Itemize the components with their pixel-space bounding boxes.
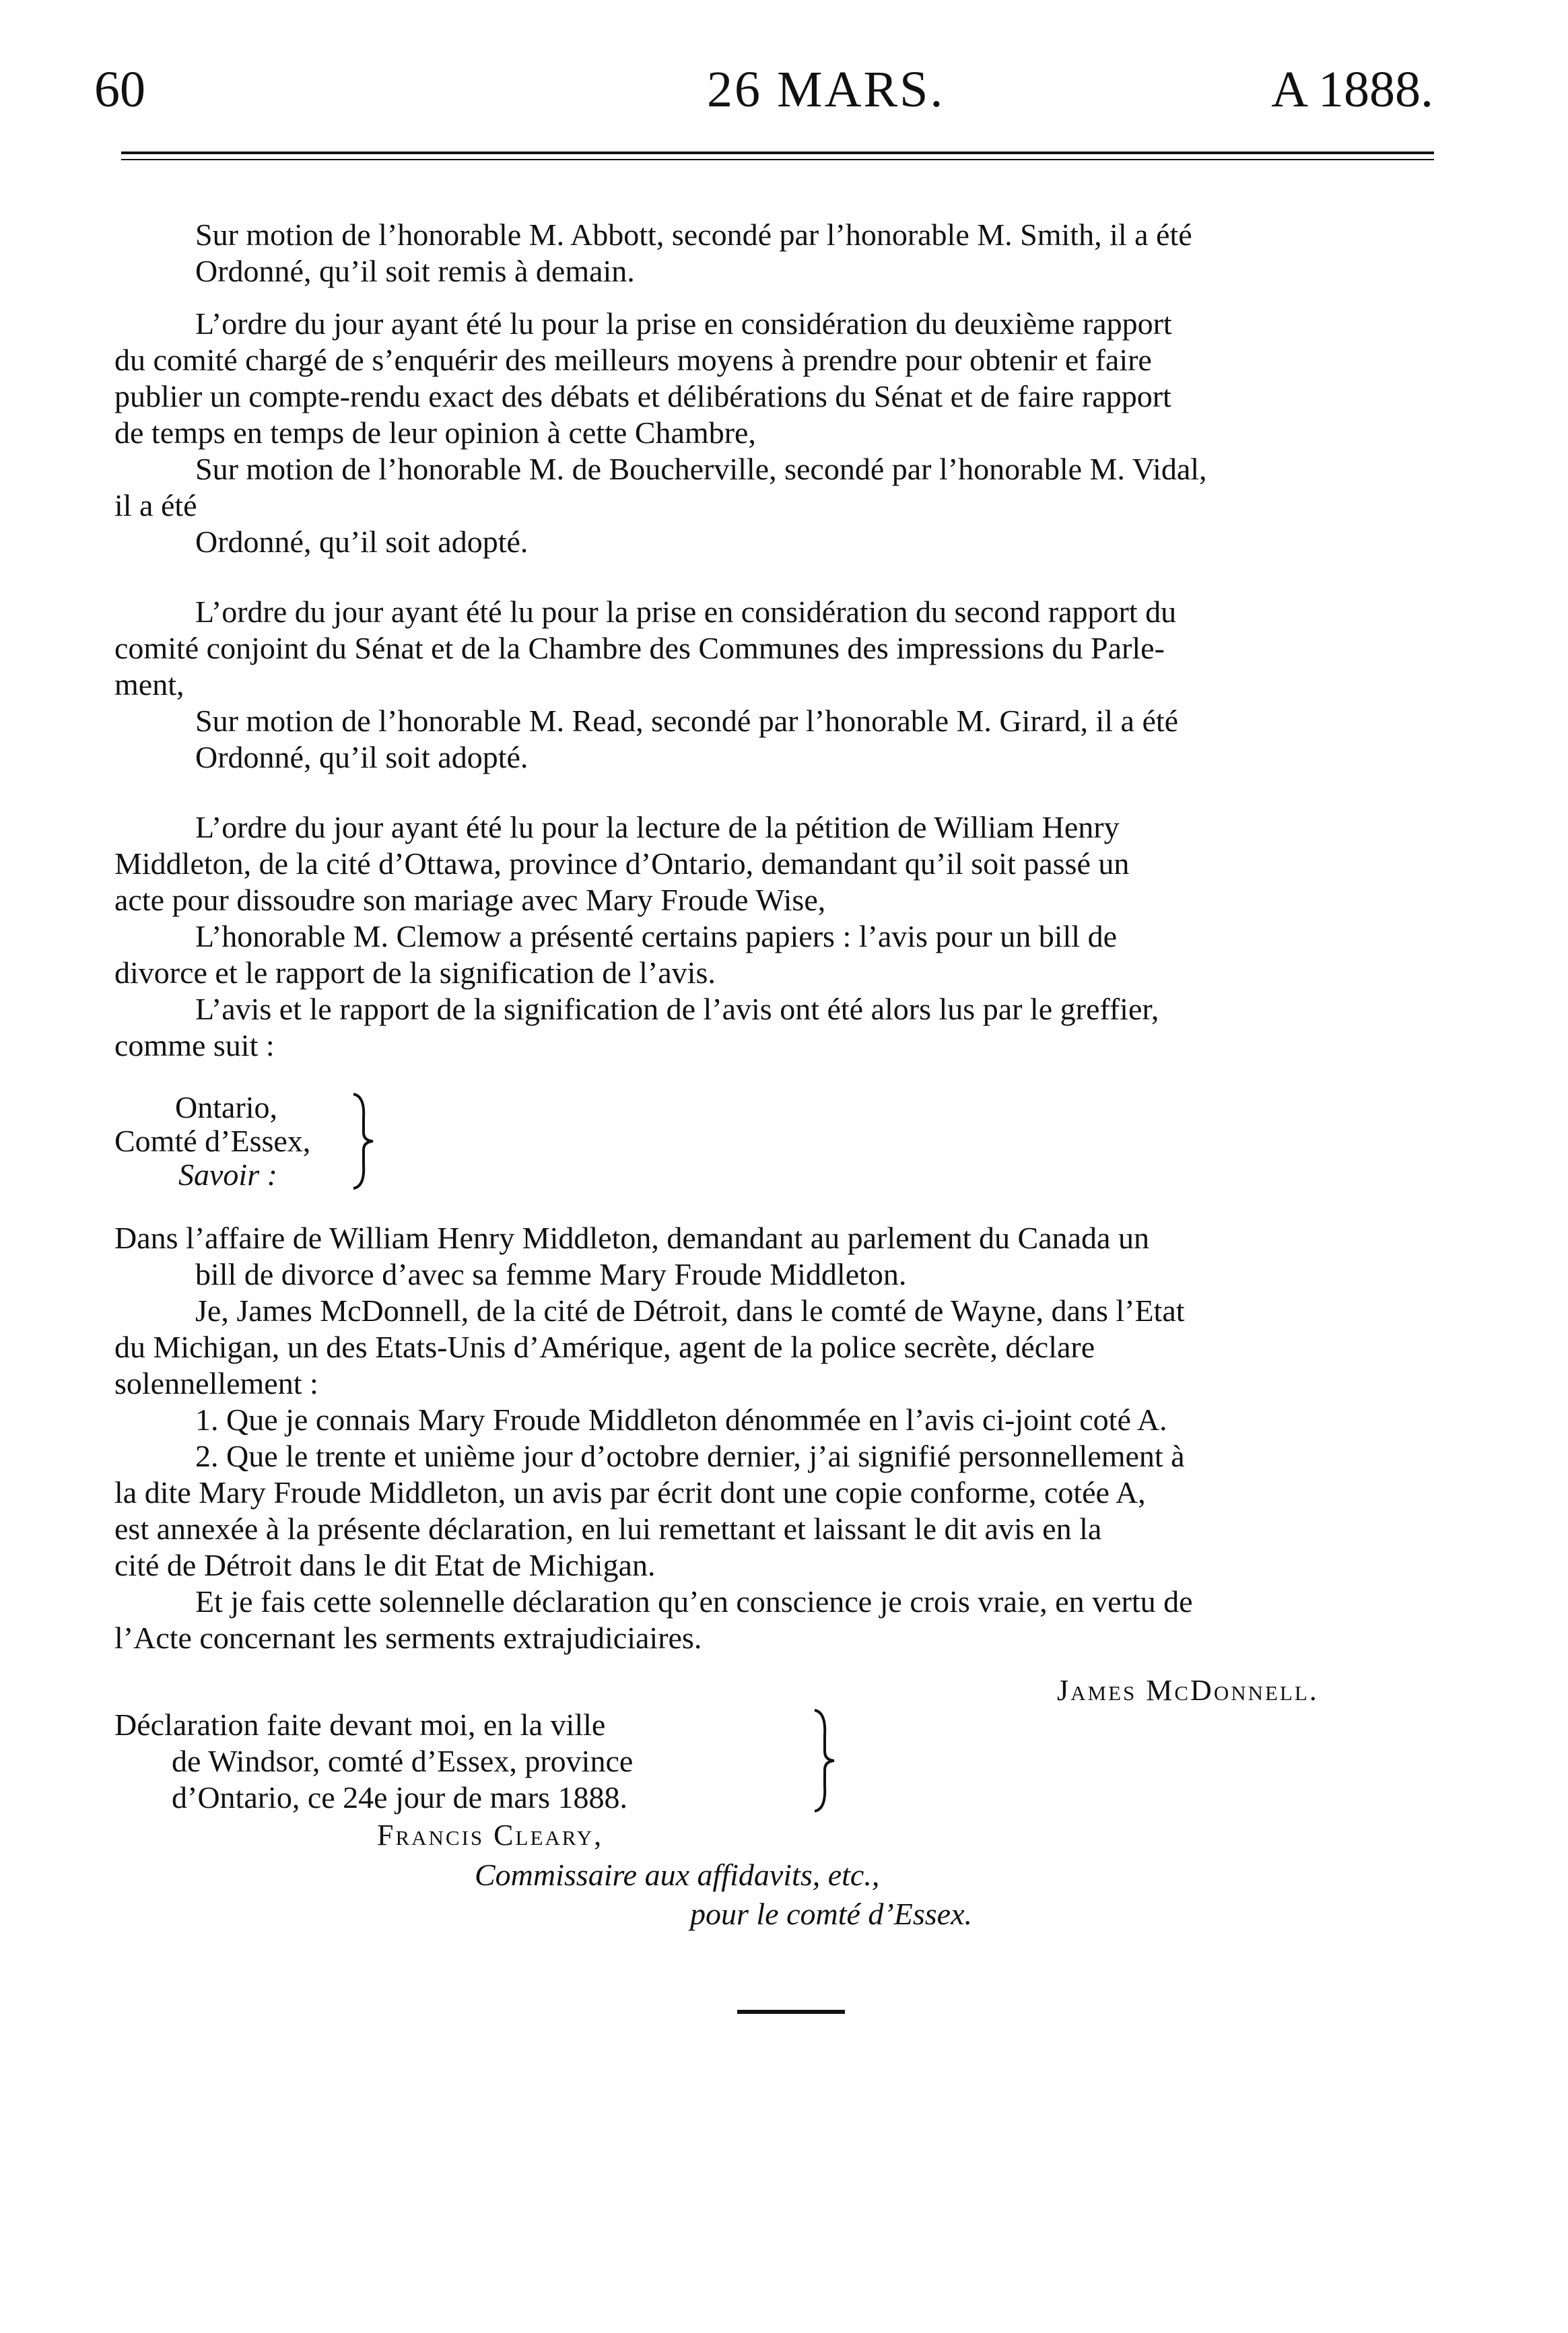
paragraph-printing-report [114,594,1444,776]
declaration-block [114,1707,633,1816]
text-line: Middleton, de la cité d’Ottawa, province d’Ontario, demandant qu’il soit passé un [114,846,1130,881]
end-rule [737,2010,845,2014]
paragraph-affaire [114,1220,1444,1293]
paragraph-declaration-text [114,1293,1444,1656]
header-date: 26 MARS. [707,61,945,118]
right-brace [811,1707,838,1815]
text-line: solennellement : [114,1366,318,1400]
text-line: ment, [114,667,184,702]
text-line: L’avis et le rapport de la signification de l’avis ont été alors lus par le greffier, [195,992,1159,1026]
text-line: divorce et le rapport de la signification de l’avis. [114,955,716,990]
paragraph-debates-report [114,306,1444,560]
paragraph-abbott-motion [114,217,1444,290]
text-line: la dite Mary Froude Middleton, un avis par écrit dont une copie conforme, cotée A, [114,1475,1146,1510]
text-line: 2. Que le trente et unième jour d’octobre dernier, j’ai signifié personnellement à [195,1439,1185,1473]
text-line: comité conjoint du Sénat et de la Chambre des Communes des impressions du Parle- [114,631,1165,665]
text-line: L’ordre du jour ayant été lu pour la prise en considération du deuxième rapport [195,306,1172,341]
header-rule-thick [121,151,1434,154]
text-line: L’ordre du jour ayant été lu pour la prise en considération du second rapport du [195,595,1177,629]
text-line: Je, James McDonnell, de la cité de Détroit, dans le comté de Wayne, dans l’Etat [195,1293,1185,1328]
text-line: Ordonné, qu’il soit adopté. [195,525,529,559]
text-line: Ordonné, qu’il soit remis à demain. [195,254,635,288]
text-line: du comité chargé de s’enquérir des meilleurs moyens à prendre pour obtenir et faire [114,343,1152,377]
text-line: acte pour dissoudre son mariage avec Mary Froude Wise, [114,883,826,917]
header-year: A 1888. [1271,61,1433,118]
venue-savoir: Savoir : [178,1157,277,1192]
text-line: L’honorable M. Clemow a présenté certains papiers : l’avis pour un bill de [195,919,1117,953]
text-line: cité de Détroit dans le dit Etat de Michigan. [114,1548,656,1582]
paragraph-middleton-petition [114,809,1444,1064]
text-line: l’Acte concernant les serments extrajudiciaires. [114,1621,702,1655]
text-line: il a été [114,488,197,522]
signature-francis-cleary: Francis Cleary, [377,1819,604,1852]
text-line: Sur motion de l’honorable M. Abbott, secondé par l’honorable M. Smith, il a été [195,217,1192,252]
text-line: Sur motion de l’honorable M. de Boucherville, secondé par l’honorable M. Vidal, [195,452,1207,486]
text-line: Sur motion de l’honorable M. Read, secondé par l’honorable M. Girard, il a été [195,704,1179,738]
header-rule-thin [121,159,1434,160]
declaration-line: d’Ontario, ce 24e jour de mars 1888. [172,1780,628,1815]
signature-james-mcdonnell: James McDonnell. [1057,1674,1319,1707]
declaration-line: Déclaration faite devant moi, en la ville [114,1708,606,1742]
venue-province: Ontario, [175,1090,278,1124]
right-brace [350,1091,377,1192]
text-line: du Michigan, un des Etats-Unis d’Amérique, agent de la police secrète, déclare [114,1330,1095,1364]
venue-block [114,1091,310,1192]
text-line: Ordonné, qu’il soit adopté. [195,740,529,774]
text-line: 1. Que je connais Mary Froude Middleton dénommée en l’avis ci-joint coté A. [195,1402,1167,1437]
text-line: bill de divorce d’avec sa femme Mary Froude Middleton. [195,1257,907,1291]
text-line: publier un compte-rendu exact des débats et délibérations du Sénat et de faire rapport [114,379,1171,413]
text-line: de temps en temps de leur opinion à cette Chambre, [114,415,756,450]
commissioner-title: Commissaire aux affidavits, etc., [475,1858,880,1892]
venue-county: Comté d’Essex, [114,1124,311,1158]
text-line: Et je fais cette solennelle déclaration qu’en conscience je crois vraie, en vertu de [195,1584,1193,1619]
declaration-line: de Windsor, comté d’Essex, province [172,1744,634,1778]
text-line: est annexée à la présente déclaration, en lui remettant et laissant le dit avis en la [114,1512,1102,1546]
text-line: L’ordre du jour ayant été lu pour la lecture de la pétition de William Henry [195,810,1120,844]
page-number: 60 [94,61,145,118]
text-line: comme suit : [114,1028,275,1062]
county-title: pour le comté d’Essex. [690,1897,972,1931]
text-line: Dans l’affaire de William Henry Middleton, demandant au parlement du Canada un [114,1221,1149,1255]
